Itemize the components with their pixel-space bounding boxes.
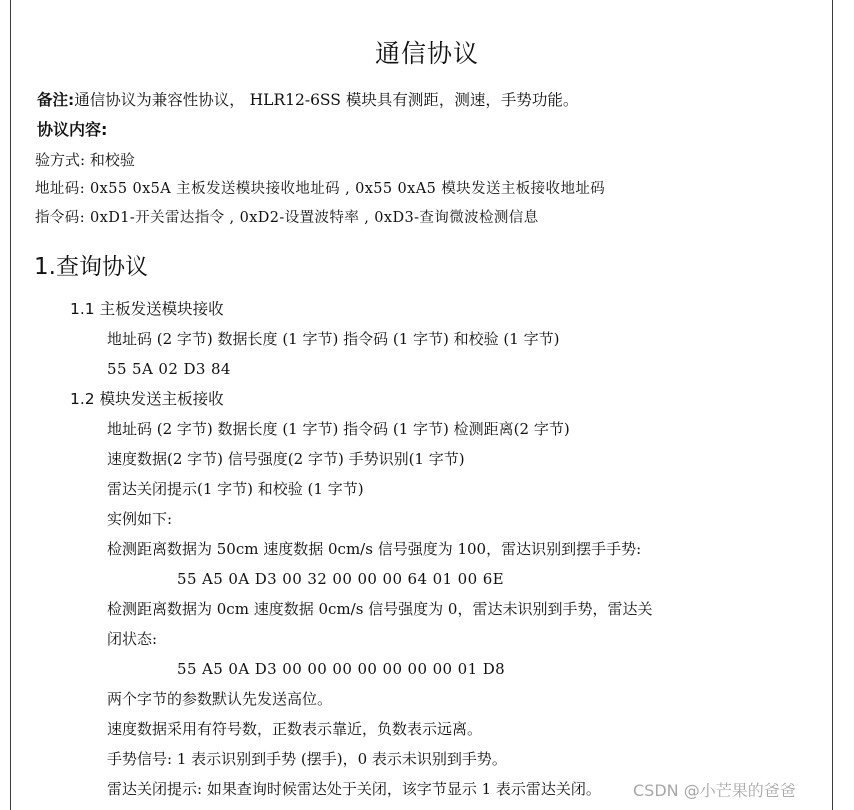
sub1-example-bytes: 55 5A 02 D3 84 [107,360,231,378]
example2-description-line1: 检测距离数据为 0cm 速度数据 0cm/s 信号强度为 0，雷达未识别到手势，雷达关 [107,600,653,618]
check-method: 验方式: 和校验 [35,151,135,169]
sub2-fields-line3: 雷达关闭提示(1 字节) 和校验 (1 字节) [107,480,364,498]
subsection-heading-1-1: 1.1 主板发送模块接收 [70,300,224,318]
sub2-fields-line1: 地址码 (2 字节) 数据长度 (1 字节) 指令码 (1 字节) 检测距离(2 字节) [107,420,570,438]
note-gesture-signal: 手势信号: 1 表示识别到手势 (摆手)，0 表示未识别到手势。 [107,750,507,768]
note-high-byte-first: 两个字节的参数默认先发送高位。 [107,690,333,708]
note-line [37,90,578,110]
note-signed-speed: 速度数据采用有符号数，正数表示靠近，负数表示远离。 [107,720,483,738]
command-code: 指令码: 0xD1-开关雷达指令 , 0xD2-设置波特率 , 0xD3-查询微波检测信息 [35,210,539,226]
protocol-content-label: 协议内容: [37,120,108,139]
csdn-watermark: CSDN @小芒果的爸爸 [633,781,796,800]
address-code: 地址码: 0x55 0x5A 主板发送模块接收地址码 , 0x55 0xA5 模块发送主板接收地址码 [35,181,606,197]
page-left-border [10,0,11,810]
example2-bytes: 55 A5 0A D3 00 00 00 00 00 00 00 01 D8 [177,660,506,678]
sub2-fields-line2: 速度数据(2 字节) 信号强度(2 字节) 手势识别(1 字节) [107,450,465,468]
document-title: 通信协议 [374,39,479,68]
page-right-border [832,0,833,810]
example1-bytes: 55 A5 0A D3 00 32 00 00 00 64 01 00 6E [177,570,505,588]
example2-description-line2: 闭状态: [107,630,158,648]
sub1-fields: 地址码 (2 字节) 数据长度 (1 字节) 指令码 (1 字节) 和校验 (1 字节) [107,330,560,348]
note-text: 通信协议为兼容性协议， HLR12-6SS 模块具有测距，测速，手势功能。 [74,91,579,109]
note-radar-off: 雷达关闭提示: 如果查询时候雷达处于关闭，该字节显示 1 表示雷达关闭。 [107,780,601,798]
example1-description: 检测距离数据为 50cm 速度数据 0cm/s 信号强度为 100，雷达识别到摆手手势: [107,540,642,558]
section-heading-query-protocol: 1.查询协议 [34,254,148,280]
subsection-heading-1-2: 1.2 模块发送主板接收 [70,390,224,408]
example-label: 实例如下: [107,510,173,528]
note-label: 备注: [37,91,75,109]
